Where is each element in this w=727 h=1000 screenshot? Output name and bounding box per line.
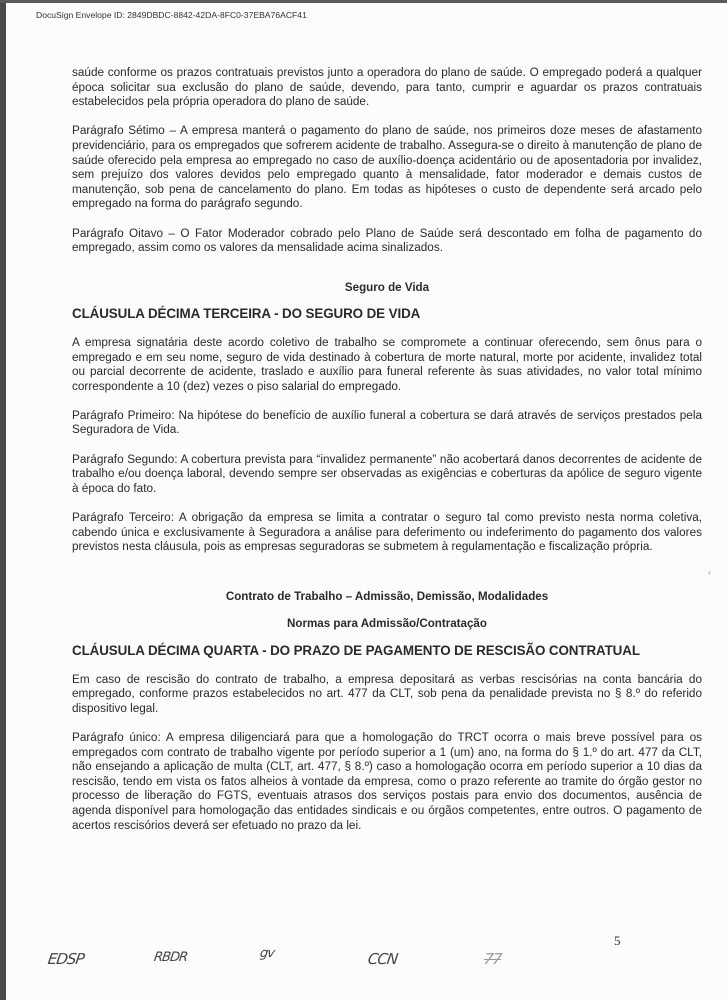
paragraph-clause-13-main: A empresa signatária deste acordo coletivo de trabalho se compromete a continuar oferecendo, sem ônus para o empregado e em seu nome, seguro de vida destinado à cobertura de morte natural, morte por acidente, invalidez total ou parcial decorrente de acidente, traslado e auxílio para funeral referente às suas atividades, no valor total mínimo correspondente a 10 (dez) vezes o piso salarial do empregado. bbox=[72, 335, 702, 393]
initials-2: RBDR bbox=[152, 950, 189, 965]
paragraph-health-plan-exclusion: saúde conforme os prazos contratuais previstos junto a operadora do plano de saúde. O empregado poderá a qualquer época solicitar sua exclusão do plano de saúde, devendo, para tanto, cumprir e aguardar os prazos contratuais estabelecidos pela própria operadora do plano de saúde. bbox=[72, 66, 702, 109]
scan-speck: ‹ bbox=[708, 568, 711, 577]
initials-3: gv bbox=[258, 946, 276, 961]
section-heading-normas-admissao: Normas para Admissão/Contratação bbox=[287, 617, 487, 631]
document-body bbox=[72, 66, 702, 833]
paragraph-unico: Parágrafo único: A empresa diligenciará para que a homologação do TRCT ocorra o mais breve possível para os empregados com contrato de trabalho vigente por período superior a 1 (um) ano, na forma do § 1.º do art. 477 da CLT, não ensejando a aplicação de multa (CLT, art. 477, § 8.º) caso a homologação ocorra em período superior a 10 dias da rescisão, tendo em vista os fatos alheios à vontade da empresa, como o prazo referente ao tramite do órgão gestor no processo de liberação do FGTS, eventuais atrasos dos serviços postais para envio dos documentos, ausência de agenda disponível para homologação das entidades sindicais e ou órgãos competentes, entre outros. O pagamento de acertos rescisórios deverá ser efetuado no prazo da lei. bbox=[72, 730, 702, 832]
paragraph-oitavo: Parágrafo Oitavo – O Fator Moderador cobrado pelo Plano de Saúde será descontado em folha de pagamento do empregado, assim como os valores da mensalidade acima sinalizados. bbox=[72, 226, 702, 255]
scan-top-border bbox=[0, 0, 727, 3]
paragraph-primeiro: Parágrafo Primeiro: Na hipótese do benefício de auxílio funeral a cobertura se dará através de serviços prestados pela Seguradora de Vida. bbox=[72, 408, 702, 437]
section-heading-seguro-de-vida: Seguro de Vida bbox=[344, 280, 430, 294]
initials-5: 77 bbox=[482, 950, 503, 968]
paragraph-terceiro: Parágrafo Terceiro: A obrigação da empresa se limita a contratar o seguro tal como previsto nesta norma coletiva, cabendo única e exclusivamente à Seguradora a análise para deferimento ou indeferimento do pagamento dos valores previstos nesta cláusula, pois as empresas seguradoras se submetem à regulamentação e fiscalização própria. bbox=[72, 511, 702, 554]
clause-14-heading: CLÁUSULA DÉCIMA QUARTA - DO PRAZO DE PAGAMENTO DE RESCISÃO CONTRATUAL bbox=[72, 643, 640, 658]
initials-1: EDSP bbox=[46, 950, 85, 968]
initials-4: CCN bbox=[366, 950, 399, 968]
scan-left-border bbox=[0, 0, 6, 1000]
docusign-envelope-id: DocuSign Envelope ID: 2849DBDC-8842-42DA-8FC0-37EBA76ACF41 bbox=[36, 10, 307, 20]
paragraph-setimo: Parágrafo Sétimo – A empresa manterá o pagamento do plano de saúde, nos primeiros doze meses de afastamento previdenciário, para os empregados que sofrerem acidente de trabalho. Assegura-se o direito à manutenção de plano de saúde oferecido pela empresa ao empregado no caso de auxílio-doença acidentário ou de aposentadoria por invalidez, sem prejuízo dos valores devidos pelo empregado quanto à mensalidade, fator moderador e demais custos de manutenção, sob pena de cancelamento do plano. Em todas as hipóteses o custo de dependente será arcado pelo empregado na forma do parágrafo segundo. bbox=[72, 124, 702, 211]
clause-13-heading: CLÁUSULA DÉCIMA TERCEIRA - DO SEGURO DE VIDA bbox=[72, 306, 421, 322]
paragraph-clause-14-main: Em caso de rescisão do contrato de trabalho, a empresa depositará as verbas rescisórias na conta bancária do empregado, conforme prazos estabelecidos no art. 477 da CLT, sob pena da penalidade prevista no § 8.º do referido dispositivo legal. bbox=[72, 672, 702, 715]
paragraph-segundo: Parágrafo Segundo: A cobertura prevista para “invalidez permanente” não acobertará danos decorrentes de acidente de trabalho e/ou doença laboral, devendo sempre ser observadas as exigências e coberturas da apólice de seguro vigente à época do fato. bbox=[72, 452, 702, 495]
section-heading-contrato-trabalho: Contrato de Trabalho – Admissão, Demissão, Modalidades bbox=[225, 589, 549, 603]
page-number: 5 bbox=[614, 933, 621, 948]
